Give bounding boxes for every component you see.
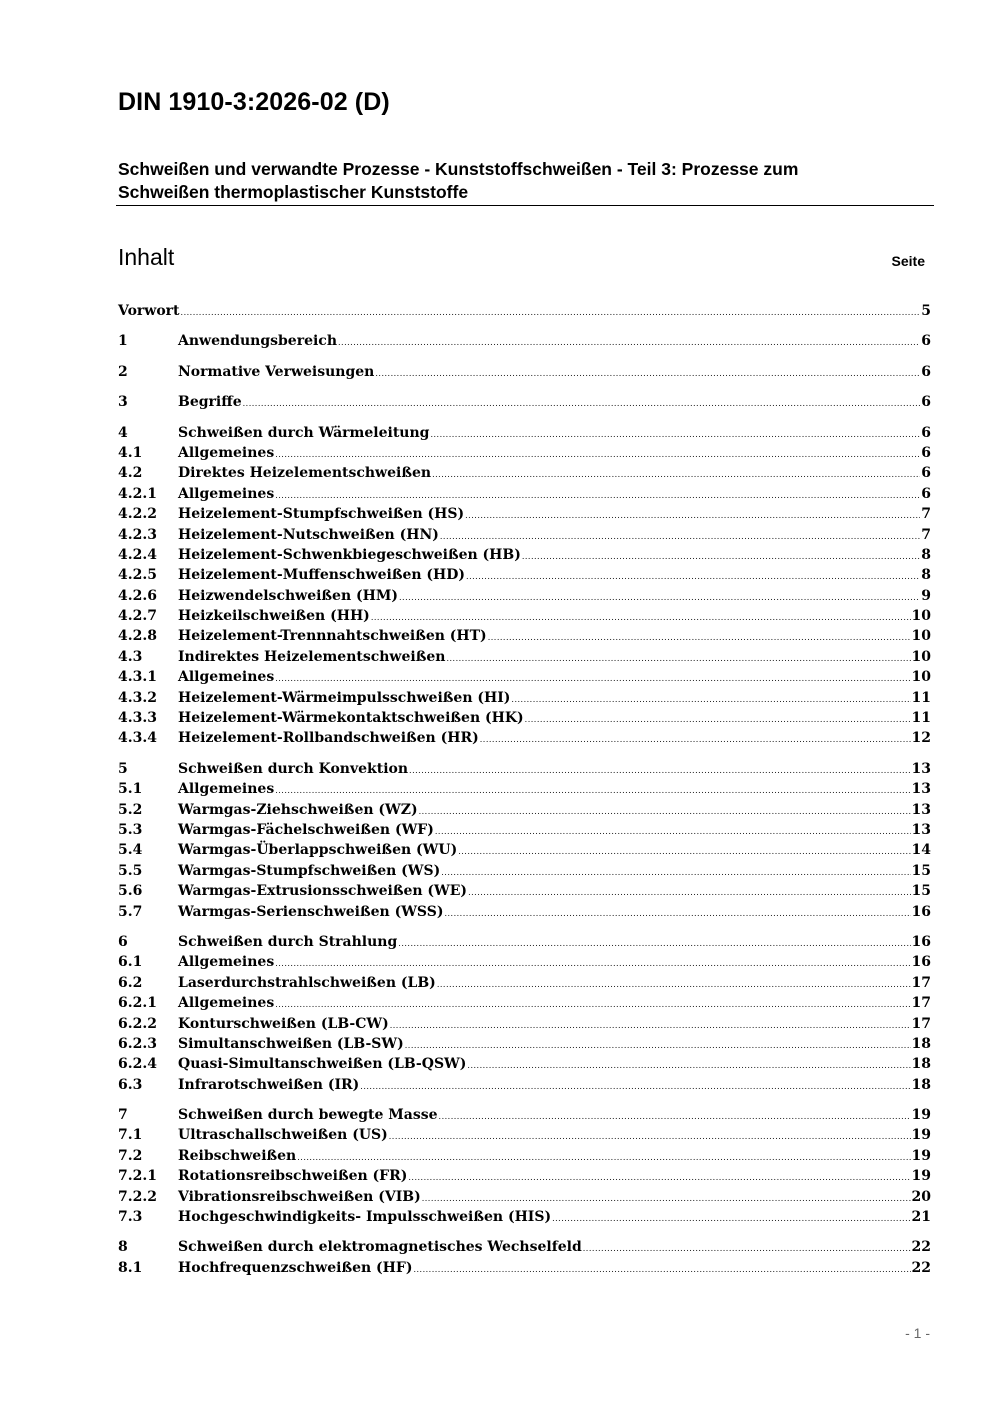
toc-entry-title: Hochfrequenzschweißen (HF) xyxy=(178,1259,413,1276)
dot-leader xyxy=(583,1239,911,1259)
toc-entry-page: 6 xyxy=(921,485,931,502)
toc-entry-page: 12 xyxy=(911,730,931,747)
toc-entry[interactable] xyxy=(118,840,931,860)
toc-entry[interactable] xyxy=(118,881,931,901)
document-subtitle xyxy=(118,158,918,204)
toc-entry[interactable] xyxy=(118,392,931,412)
toc-entry-title: Indirektes Heizelementschweißen xyxy=(178,648,446,665)
toc-entry-title: Warmgas-Überlappschweißen (WU) xyxy=(178,842,458,859)
toc-entry[interactable] xyxy=(118,820,931,840)
toc-group xyxy=(118,392,931,412)
toc-entry-page: 6 xyxy=(921,363,931,380)
dot-leader xyxy=(413,1260,910,1280)
toc-entry-page: 21 xyxy=(911,1209,931,1226)
toc-entry[interactable] xyxy=(118,1146,931,1166)
toc-entry-page: 22 xyxy=(911,1259,931,1276)
toc-entry[interactable] xyxy=(118,1237,931,1257)
toc-entry-title: Laserdurchstrahlschweißen (LB) xyxy=(178,974,436,991)
toc-entry[interactable] xyxy=(118,932,931,952)
page-number-footer: - 1 - xyxy=(905,1325,930,1341)
dot-leader xyxy=(435,822,911,842)
toc-entry-page: 6 xyxy=(921,333,931,350)
toc-entry-title: Schweißen durch bewegte Masse xyxy=(178,1107,438,1124)
subtitle-line: Schweißen und verwandte Prozesse - Kunststoffschweißen - Teil 3: Prozesse zum xyxy=(118,159,799,179)
toc-entry-title: Allgemeines xyxy=(178,485,275,502)
toc-entry-title: Direktes Heizelementschweißen xyxy=(178,465,432,482)
toc-entry[interactable] xyxy=(118,362,931,382)
toc-entry[interactable] xyxy=(118,708,931,728)
toc-entry-title: Allgemeines xyxy=(178,444,275,461)
toc-entry-number: 6 xyxy=(118,933,128,950)
toc-group xyxy=(118,331,931,351)
toc-entry-number: 6.2.2 xyxy=(118,1015,157,1032)
toc-entry-page: 16 xyxy=(911,933,931,950)
toc-entry-page: 19 xyxy=(911,1127,931,1144)
dot-leader xyxy=(430,425,920,445)
toc-entry-page: 18 xyxy=(911,1035,931,1052)
dot-leader xyxy=(480,730,911,750)
toc-entry[interactable] xyxy=(118,688,931,708)
toc-entry[interactable] xyxy=(118,861,931,881)
dot-leader xyxy=(432,465,920,485)
toc-entry-page: 10 xyxy=(911,669,931,686)
toc-entry-page: 7 xyxy=(921,506,931,523)
toc-entry-number: 4.3 xyxy=(118,648,143,665)
toc-entry-title: Heizelement-Stumpfschweißen (HS) xyxy=(178,506,465,523)
toc-entry-title: Vorwort xyxy=(118,303,180,319)
dot-leader xyxy=(181,303,921,323)
toc-entry-number: 7.1 xyxy=(118,1127,143,1144)
toc-entry-title: Vibrationsreibschweißen (VIB) xyxy=(178,1188,421,1205)
toc-entry-title: Heizwendelschweißen (HM) xyxy=(178,587,398,604)
toc-entry-title: Warmgas-Serienschweißen (WSS) xyxy=(178,903,444,920)
toc-entry-number: 6.2.3 xyxy=(118,1035,157,1052)
toc-entry[interactable] xyxy=(118,902,931,922)
toc-entry-number: 8 xyxy=(118,1239,128,1256)
dot-leader xyxy=(408,1168,910,1188)
toc-entry[interactable] xyxy=(118,565,931,585)
toc-entry-number: 3 xyxy=(118,394,128,411)
toc-entry[interactable] xyxy=(118,1207,931,1227)
toc-entry-page: 11 xyxy=(911,710,931,727)
dot-leader xyxy=(419,802,911,822)
toc-entry[interactable] xyxy=(118,463,931,483)
toc-entry-page: 17 xyxy=(911,974,931,991)
toc-entry-title: Heizelement-Rollbandschweißen (HR) xyxy=(178,730,479,747)
toc-entry[interactable] xyxy=(118,800,931,820)
toc-entry-number: 5.5 xyxy=(118,862,143,879)
toc-entry-number: 4.2.4 xyxy=(118,546,157,563)
toc-entry[interactable] xyxy=(118,626,931,646)
toc-entry-page: 22 xyxy=(911,1239,931,1256)
toc-entry[interactable] xyxy=(118,779,931,799)
toc-entry-number: 4.1 xyxy=(118,444,143,461)
toc-entry-page: 13 xyxy=(911,760,931,777)
dot-leader xyxy=(297,1148,910,1168)
toc-entry[interactable] xyxy=(118,443,931,463)
toc-entry-page: 8 xyxy=(921,546,931,563)
toc-entry-number: 4.2.6 xyxy=(118,587,157,604)
toc-entry[interactable] xyxy=(118,973,931,993)
toc-entry-number: 2 xyxy=(118,363,128,380)
toc-entry-page: 6 xyxy=(921,465,931,482)
toc-entry-title: Konturschweißen (LB-CW) xyxy=(178,1015,389,1032)
dot-leader xyxy=(409,761,910,781)
dot-leader xyxy=(398,934,910,954)
toc-group xyxy=(118,759,931,922)
toc-entry[interactable] xyxy=(118,647,931,667)
dot-leader xyxy=(338,333,920,353)
toc-group xyxy=(118,423,931,749)
toc-entry-number: 4.2.7 xyxy=(118,608,157,625)
toc-entry[interactable] xyxy=(118,545,931,565)
toc-entry[interactable] xyxy=(118,1075,931,1095)
toc-entry-page: 18 xyxy=(911,1076,931,1093)
toc-entry[interactable] xyxy=(118,728,931,748)
toc-entry[interactable] xyxy=(118,667,931,687)
dot-leader xyxy=(439,1107,911,1127)
toc-entry-title: Heizkeilschweißen (HH) xyxy=(178,608,370,625)
toc-entry[interactable] xyxy=(118,1054,931,1074)
toc-entry-title: Schweißen durch Wärmeleitung xyxy=(178,424,430,441)
toc-entry-page: 10 xyxy=(911,648,931,665)
dot-leader xyxy=(511,690,910,710)
toc-entry-page: 16 xyxy=(911,903,931,920)
toc-entry[interactable] xyxy=(118,606,931,626)
toc-entry[interactable] xyxy=(118,1125,931,1145)
title-divider xyxy=(116,205,934,206)
dot-leader xyxy=(552,1209,910,1229)
toc-entry[interactable] xyxy=(118,1258,931,1278)
toc-entry-number: 4.2.8 xyxy=(118,628,157,645)
dot-leader xyxy=(405,1036,911,1056)
toc-entry-number: 6.2.4 xyxy=(118,1056,157,1073)
toc-entry-title: Heizelement-Wärmekontaktschweißen (HK) xyxy=(178,710,524,727)
toc-entry[interactable] xyxy=(118,1187,931,1207)
toc-entry[interactable] xyxy=(118,423,931,443)
toc-entry[interactable] xyxy=(118,1034,931,1054)
toc-group xyxy=(118,1105,931,1227)
toc-group xyxy=(118,362,931,382)
dot-leader xyxy=(467,1056,910,1076)
toc-entry-number: 4.3.2 xyxy=(118,689,157,706)
dot-leader xyxy=(422,1189,911,1209)
toc-entry-page: 16 xyxy=(911,954,931,971)
toc-entry-number: 5 xyxy=(118,760,128,777)
dot-leader xyxy=(437,975,911,995)
toc-entry[interactable] xyxy=(118,504,931,524)
toc-entry-page: 10 xyxy=(911,628,931,645)
toc-entry[interactable] xyxy=(118,759,931,779)
toc-entry-title: Warmgas-Fächelschweißen (WF) xyxy=(178,821,434,838)
toc-entry-page: 6 xyxy=(921,444,931,461)
toc-entry-title: Heizelement-Nutschweißen (HN) xyxy=(178,526,439,543)
toc-entry[interactable] xyxy=(118,301,931,321)
toc-entry-title: Simultanschweißen (LB-SW) xyxy=(178,1035,404,1052)
toc-entry[interactable] xyxy=(118,1105,931,1125)
toc-entry-number: 5.1 xyxy=(118,781,143,798)
toc-entry-page: 8 xyxy=(921,567,931,584)
toc-group xyxy=(118,932,931,1095)
toc-entry-number: 8.1 xyxy=(118,1259,143,1276)
toc-entry-page: 13 xyxy=(911,781,931,798)
toc-entry[interactable] xyxy=(118,952,931,972)
dot-leader xyxy=(488,628,911,648)
dot-leader xyxy=(458,842,910,862)
dot-leader xyxy=(444,904,910,924)
toc-entry[interactable] xyxy=(118,484,931,504)
dot-leader xyxy=(275,486,920,506)
toc-entry[interactable] xyxy=(118,586,931,606)
toc-entry-number: 5.3 xyxy=(118,821,143,838)
toc-entry-title: Allgemeines xyxy=(178,995,275,1012)
toc-entry-page: 15 xyxy=(911,862,931,879)
toc-entry-page: 19 xyxy=(911,1147,931,1164)
toc-entry-number: 6.3 xyxy=(118,1076,143,1093)
toc-entry-page: 19 xyxy=(911,1107,931,1124)
dot-leader xyxy=(399,588,920,608)
toc-entry-page: 10 xyxy=(911,608,931,625)
dot-leader xyxy=(522,547,920,567)
toc-entry-number: 6.1 xyxy=(118,954,143,971)
toc-entry-number: 4.2.5 xyxy=(118,567,157,584)
toc-entry-title: Heizelement-Muffenschweißen (HD) xyxy=(178,567,466,584)
dot-leader xyxy=(468,883,910,903)
toc-entry-number: 5.4 xyxy=(118,842,143,859)
toc-entry[interactable] xyxy=(118,331,931,351)
document-id: DIN 1910-3:2026-02 (D) xyxy=(118,88,390,116)
toc-entry-number: 4.2 xyxy=(118,465,143,482)
toc-entry-title: Allgemeines xyxy=(178,954,275,971)
toc-entry-page: 15 xyxy=(911,883,931,900)
toc-entry-number: 7.2.1 xyxy=(118,1168,157,1185)
dot-leader xyxy=(243,394,921,414)
toc-entry-title: Ultraschallschweißen (US) xyxy=(178,1127,388,1144)
dot-leader xyxy=(375,364,920,384)
dot-leader xyxy=(389,1127,911,1147)
toc-entry-page: 18 xyxy=(911,1056,931,1073)
toc-entry-page: 17 xyxy=(911,1015,931,1032)
dot-leader xyxy=(446,649,910,669)
toc-entry-number: 7.2.2 xyxy=(118,1188,157,1205)
toc-entry-number: 4.2.3 xyxy=(118,526,157,543)
toc-entry-page: 7 xyxy=(921,526,931,543)
dot-leader xyxy=(371,608,911,628)
toc-entry-number: 5.2 xyxy=(118,801,143,818)
toc-entry-title: Warmgas-Extrusionsschweißen (WE) xyxy=(178,883,468,900)
toc-entry[interactable] xyxy=(118,1014,931,1034)
toc-entry-title: Warmgas-Ziehschweißen (WZ) xyxy=(178,801,418,818)
dot-leader xyxy=(525,710,911,730)
toc-entry-number: 7.3 xyxy=(118,1209,143,1226)
dot-leader xyxy=(360,1077,910,1097)
toc-entry[interactable] xyxy=(118,993,931,1013)
toc-group xyxy=(118,1237,931,1278)
toc-entry-page: 6 xyxy=(921,394,931,411)
toc-entry-number: 7.2 xyxy=(118,1147,143,1164)
toc-entry[interactable] xyxy=(118,525,931,545)
toc-entry-title: Warmgas-Stumpfschweißen (WS) xyxy=(178,862,441,879)
dot-leader xyxy=(275,781,910,801)
toc-entry-title: Schweißen durch Konvektion xyxy=(178,760,409,777)
dot-leader xyxy=(275,445,920,465)
toc-entry-title: Allgemeines xyxy=(178,781,275,798)
toc-entry-title: Schweißen durch elektromagnetisches Wechselfeld xyxy=(178,1239,582,1256)
toc-entry-number: 7 xyxy=(118,1107,128,1124)
table-of-contents xyxy=(118,301,931,1288)
toc-entry-number: 5.6 xyxy=(118,883,143,900)
toc-entry-title: Anwendungsbereich xyxy=(178,333,337,350)
toc-entry-title: Reibschweißen xyxy=(178,1147,297,1164)
toc-entry-page: 19 xyxy=(911,1168,931,1185)
toc-entry-page: 5 xyxy=(921,303,931,319)
toc-entry-title: Normative Verweisungen xyxy=(178,363,375,380)
toc-entry-title: Rotationsreibschweißen (FR) xyxy=(178,1168,408,1185)
toc-entry-page: 11 xyxy=(911,689,931,706)
toc-entry[interactable] xyxy=(118,1166,931,1186)
toc-group xyxy=(118,301,931,321)
toc-entry-title: Heizelement-Trennnahtschweißen (HT) xyxy=(178,628,487,645)
toc-entry-number: 4.3.3 xyxy=(118,710,157,727)
dot-leader xyxy=(390,1016,911,1036)
dot-leader xyxy=(440,527,920,547)
dot-leader xyxy=(275,954,910,974)
dot-leader xyxy=(275,669,910,689)
toc-entry-title: Infrarotschweißen (IR) xyxy=(178,1076,360,1093)
toc-entry-title: Hochgeschwindigkeits- Impulsschweißen (HIS) xyxy=(178,1209,552,1226)
toc-entry-number: 5.7 xyxy=(118,903,143,920)
dot-leader xyxy=(441,863,910,883)
toc-entry-number: 4.3.1 xyxy=(118,669,157,686)
toc-entry-page: 20 xyxy=(911,1188,931,1205)
toc-entry-number: 4 xyxy=(118,424,128,441)
toc-entry-page: 13 xyxy=(911,821,931,838)
toc-entry-title: Quasi-Simultanschweißen (LB-QSW) xyxy=(178,1056,467,1073)
toc-entry-page: 6 xyxy=(921,424,931,441)
toc-entry-number: 4.3.4 xyxy=(118,730,157,747)
toc-entry-number: 6.2 xyxy=(118,974,143,991)
toc-entry-title: Begriffe xyxy=(178,394,242,411)
toc-entry-page: 13 xyxy=(911,801,931,818)
dot-leader xyxy=(465,506,920,526)
toc-entry-page: 14 xyxy=(911,842,931,859)
toc-entry-number: 4.2.1 xyxy=(118,485,157,502)
page-column-label: Seite xyxy=(891,253,925,269)
toc-heading: Inhalt xyxy=(118,244,175,270)
dot-leader xyxy=(466,567,920,587)
toc-entry-page: 9 xyxy=(921,587,931,604)
toc-entry-title: Allgemeines xyxy=(178,669,275,686)
toc-entry-page: 17 xyxy=(911,995,931,1012)
toc-entry-title: Schweißen durch Strahlung xyxy=(178,933,398,950)
toc-entry-number: 4.2.2 xyxy=(118,506,157,523)
toc-entry-title: Heizelement-Schwenkbiegeschweißen (HB) xyxy=(178,546,521,563)
toc-entry-number: 6.2.1 xyxy=(118,995,157,1012)
toc-entry-title: Heizelement-Wärmeimpulsschweißen (HI) xyxy=(178,689,511,706)
dot-leader xyxy=(275,995,910,1015)
subtitle-line: Schweißen thermoplastischer Kunststoffe xyxy=(118,182,469,202)
toc-entry-number: 1 xyxy=(118,333,128,350)
